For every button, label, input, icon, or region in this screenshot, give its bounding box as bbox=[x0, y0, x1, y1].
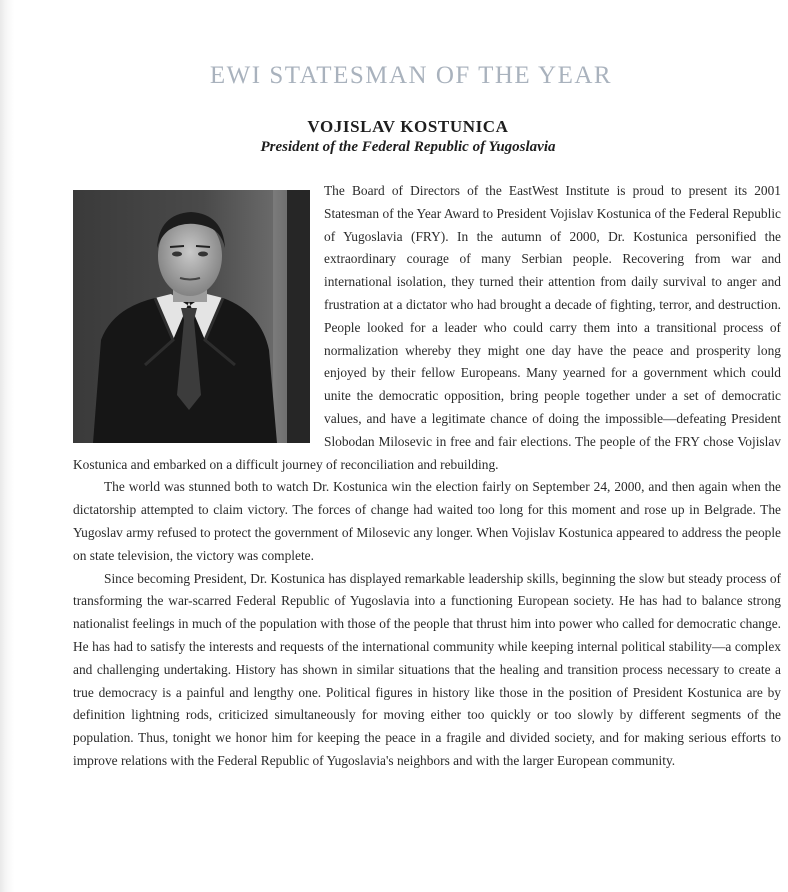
paragraph-3: Since becoming President, Dr. Kostunica has displayed remarkable leadership skills, beginning the slow but steady process of transforming the war-scarred Federal Republic of Yugoslavia into a functioning European society. He has had to balance strong nationalist feelings in much of the population with those of the people that thrust him into power who called for democratic change. He has had to satisfy the interests and requests of the international community while keeping internal political stability—a complex and challenging undertaking. History has shown in similar situations that the healing and transition process necessary to create a true democracy is a painful and lengthy one. Political figures in history like those in the position of President Kostunica are by definition lightning rods, criticized simultaneously for moving either too quickly or too slowly by different segments of the population. Thus, tonight we honor him for keeping the peace in a fragile and divided society, and for making serious efforts to improve relations with the Federal Republic of Yugoslavia's neighbors and with the larger European community. bbox=[73, 570, 781, 768]
article-body bbox=[73, 180, 781, 773]
photo-spacer bbox=[73, 180, 310, 442]
paragraph-1: The Board of Directors of the EastWest Institute is proud to present its 2001 Statesman of the Year Award to President Vojislav Kostunica of the Federal Republic of Yugoslavia (FRY). In the autumn of 2000, Dr. Kostunica personified the extraordinary courage of many Serbian people. Recovering from war and international isolation, they turned their attention from daily survival to anger and frustration at a dictator who had brought a decade of fighting, terror, and destruction. People looked for a leader who could carry them into a transitional process of normalization whereby they might one day have the peace and prosperity long enjoyed by their fellow Europeans. Many yearned for a government which could unite the democratic opposition, bring people together under a set of democratic values, and have a legitimate chance of doing the impossible—defeating President Slobodan Milosevic in free and fair elections. The people of the FRY chose Vojislav Kostunica and embarked on a difficult journey of reconciliation and rebuilding. bbox=[73, 183, 781, 472]
page-header: EWI STATESMAN OF THE YEAR bbox=[209, 62, 613, 89]
honoree-title: President of the Federal Republic of Yugoslavia bbox=[260, 139, 556, 155]
paragraph-2: The world was stunned both to watch Dr. Kostunica win the election fairly on September 24, 2000, and then again when the dictatorship attempted to claim victory. The forces of change had waited too long for this moment and rose up in Belgrade. The Yugoslav army refused to protect the government of Milosevic any longer. When Vojislav Kostunica appeared to address the people on state television, the victory was complete. bbox=[73, 479, 781, 563]
honoree-name: VOJISLAV KOSTUNICA bbox=[307, 117, 509, 136]
